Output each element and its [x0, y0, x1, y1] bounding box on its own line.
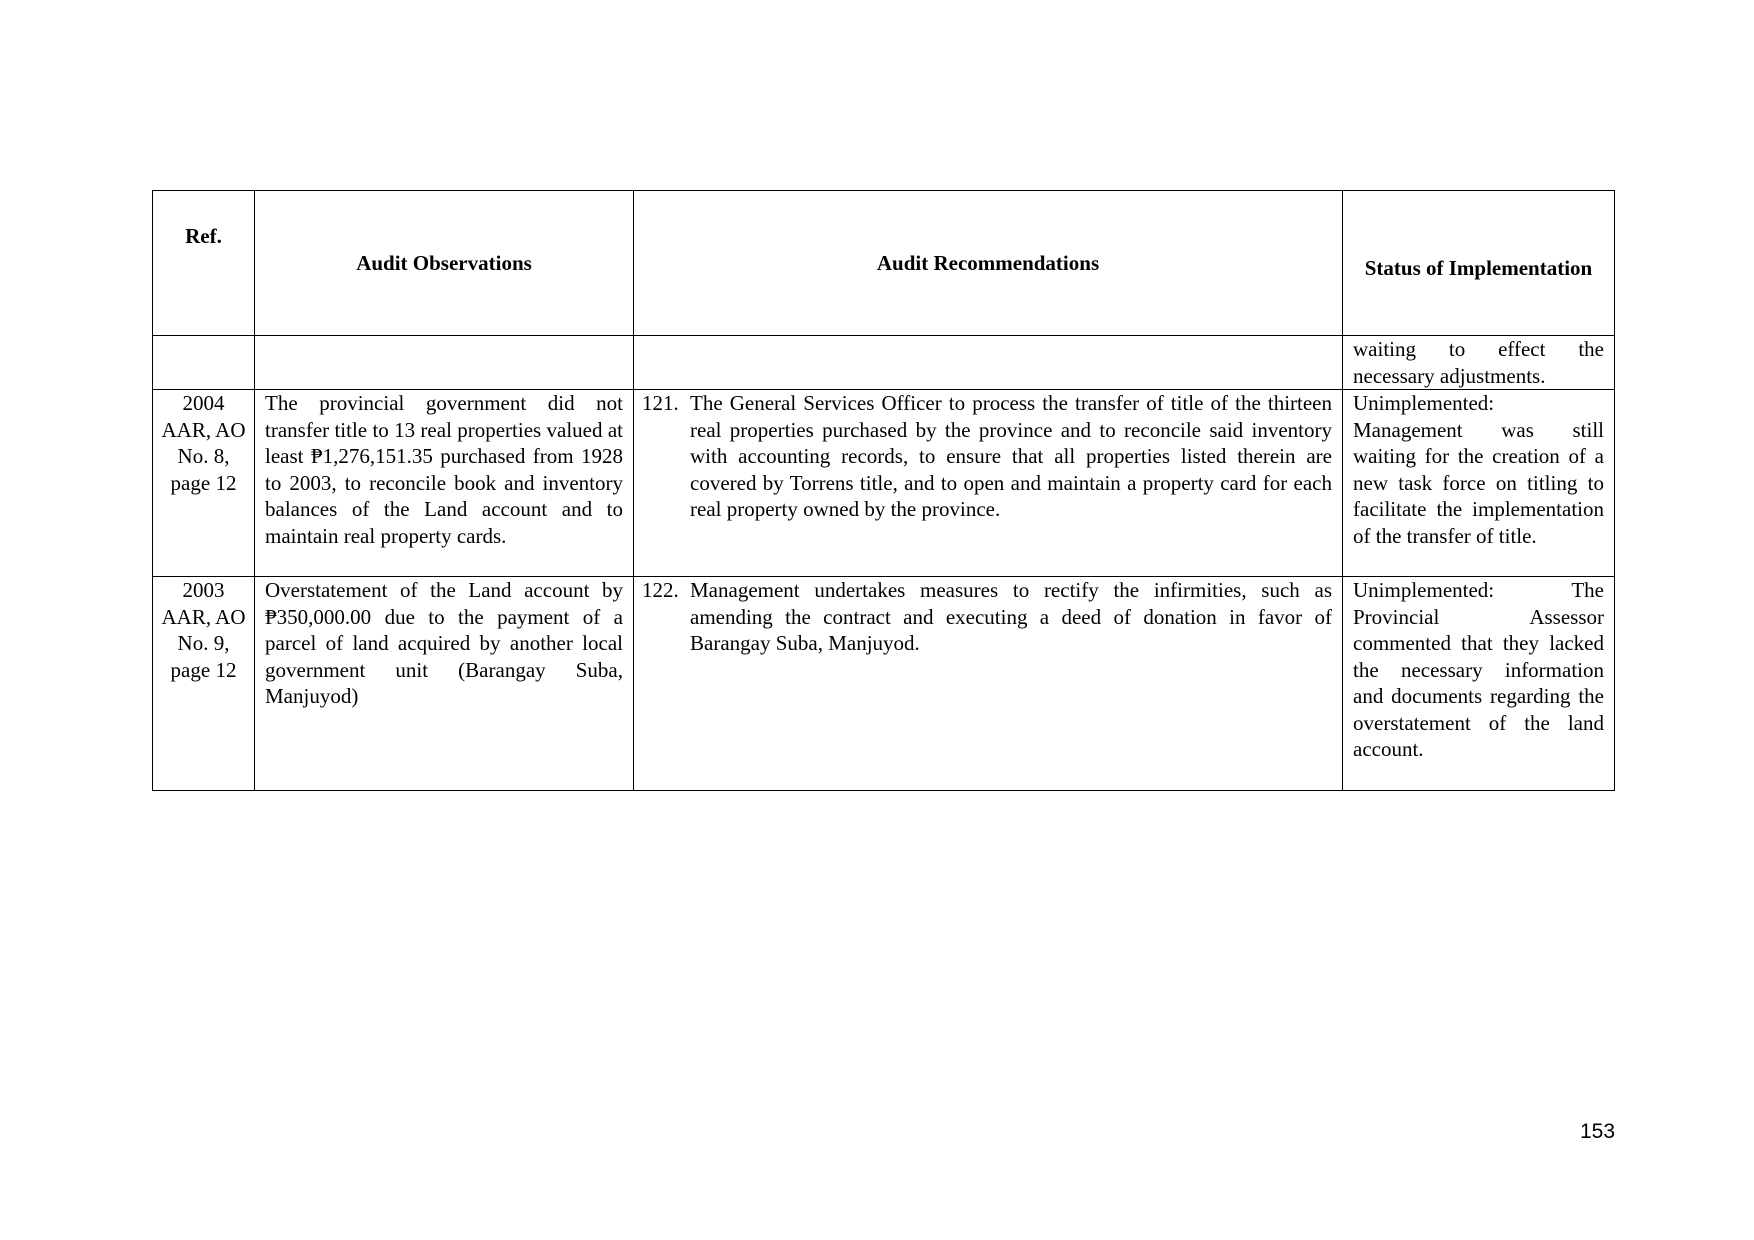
observation-cell: Overstatement of the Land account by ₱350,000.00 due to the payment of a parcel of land acquired by another local government unit (Barangay Suba, Manjuyod): [255, 577, 634, 791]
status-cell: Unimplemented: Management was still waiting for the creation of a new task force on titling to facilitate the implementation of the transfer of title.: [1343, 390, 1615, 577]
status-cell: Unimplemented: The Provincial Assessor commented that they lacked the necessary information and documents regarding the overstatement of the land account.: [1343, 577, 1615, 791]
observation-cell: [255, 336, 634, 390]
status-cell: waiting to effect the necessary adjustments.: [1343, 336, 1615, 390]
table-row: [153, 390, 1615, 577]
recommendation-text: The General Services Officer to process the transfer of title of the thirteen real properties purchased by the province and to reconcile said inventory with accounting records, to ensure that all properties listed therein are covered by Torrens title, and to open and maintain a property card for each real property owned by the province.: [690, 391, 1332, 521]
recommendation-number: 122.: [642, 578, 679, 602]
recommendation-cell: [634, 336, 1343, 390]
recommendation-item: [642, 577, 1332, 657]
recommendation-item: [642, 390, 1332, 523]
ref-cell: 2004 AAR, AO No. 8, page 12: [153, 390, 255, 577]
recommendation-text: Management undertakes measures to rectify the infirmities, such as amending the contract and executing a deed of donation in favor of Barangay Suba, Manjuyod.: [690, 578, 1332, 655]
header-status-of-implementation: Status of Implementation: [1343, 191, 1615, 336]
table-row: [153, 336, 1615, 390]
header-ref: Ref.: [153, 191, 255, 336]
header-audit-observations: Audit Observations: [255, 191, 634, 336]
ref-cell: [153, 336, 255, 390]
audit-status-table: [152, 190, 1615, 791]
table-header-row: [153, 191, 1615, 336]
recommendation-cell: [634, 390, 1343, 577]
table-row: [153, 577, 1615, 791]
ref-cell: 2003 AAR, AO No. 9, page 12: [153, 577, 255, 791]
recommendation-cell: [634, 577, 1343, 791]
observation-cell: The provincial government did not transfer title to 13 real properties valued at least ₱1,276,151.35 purchased from 1928 to 2003, to reconcile book and inventory balances of the Land account and to maintain real property cards.: [255, 390, 634, 577]
page-number: 153: [1580, 1120, 1616, 1143]
header-audit-recommendations: Audit Recommendations: [634, 191, 1343, 336]
recommendation-number: 121.: [642, 391, 679, 415]
